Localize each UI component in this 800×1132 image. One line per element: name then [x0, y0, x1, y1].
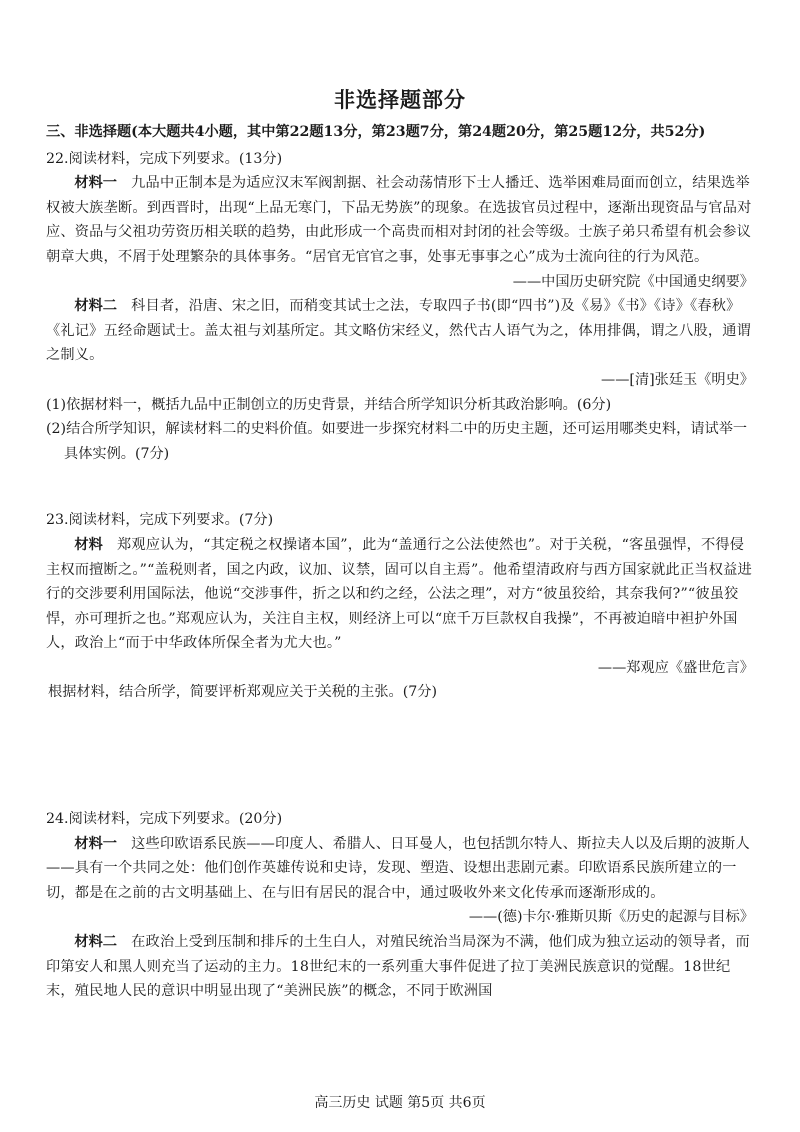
q24-material-2: [46, 930, 758, 1004]
q24-m2-text: 在政治上受到压制和排斥的土生白人，对殖民统治当局深为不满，他们成为独立运动的领导者，而印第安人和黑人则充当了运动的主力。18世纪末的一系列重大事件促进了拉丁美洲民族意识的觉醒。18世纪末，殖民地人民的意识中明显出现了“美洲民族”的概念，不同于欧洲国: [46, 934, 750, 1000]
page-footer: 高三历史 试题 第5页 共6页: [314, 1095, 486, 1111]
q22-m2-text: 科目者，沿唐、宋之旧，而稍变其试士之法，专取四子书(即“四书”)及《易》《书》《诗》《春秋》《礼记》五经命题试士。盖太祖与刘基所定。其文略仿宋经义，然代古人语气为之，体用排偶，谓之八股，通谓之制义。: [46, 298, 751, 364]
q22-m1-label: 材料一: [74, 175, 117, 192]
q22-material-1: [46, 171, 758, 269]
q23-task: 根据材料，结合所学，简要评析郑观应关于关税的主张。(7分): [48, 684, 437, 701]
q22-m2-source: ——[清]张廷玉《明史》: [601, 371, 754, 388]
q22-m1-text: 九品中正制本是为适应汉末军阀割据、社会动荡情形下士人播迁、选举困难局面而创立，结果选举权被大族垄断。到西晋时，出现“上品无寒门，下品无势族”的现象。在选拔官员过程中，逐渐出现资品与官品对应、资品与父祖功劳资历相关联的趋势，由此形成一个高贵而相对封闭的社会等级。士族子弟只希望有机会参议朝章大典，不屑于处理繁杂的具体事务。“居官无官官之事，处事无事事之心”成为士流向往的行为风范。: [46, 175, 752, 265]
section-header: 三、非选择题(本大题共4小题，其中第22题13分，第23题7分，第24题20分，第25题12分，共52分): [46, 124, 706, 140]
q24-m1-label: 材料一: [74, 835, 117, 852]
page-title: 非选择题部分: [334, 87, 466, 112]
q22-sub-question-2: (2)结合所学知识，解读材料二的史料价值。如要进一步探究材料二中的历史主题，还可运用哪类史料，请试举一具体实例。(7分): [46, 421, 748, 462]
q24-m2-label: 材料二: [74, 934, 117, 951]
q23-m-text: 郑观应认为，“其定税之权操诸本国”，此为“盖通行之公法使然也”。对于关税，“客虽强悍，不得侵主权而擅断之。”“盖税则者，国之内政，议加、议禁，固可以自主焉”。他希望清政府与西方国家就此正当权益进行的交涉要利用国际法，他说“交涉事件，折之以和约之经，公法之理”，对方“彼虽狡给，其奈我何?”“彼虽狡悍，亦可理折之也。”郑观应认为，关注自主权，则经济上可以“庶千万巨款权自我操”，不再被迫暗中袒护外国人，政治上“而于中华政体所保全者为尤大也。”: [46, 536, 752, 652]
q23-m-label: 材料: [74, 536, 103, 553]
q23-material: [46, 533, 758, 656]
q24-material-1: [46, 832, 758, 906]
q22-m2-label: 材料二: [74, 298, 117, 315]
q24-m1-text: 这些印欧语系民族——印度人、希腊人、日耳曼人，也包括凯尔特人、斯拉夫人以及后期的波斯人——具有一个共同之处：他们创作英雄传说和史诗，发现、塑造、设想出悲剧元素。印欧语系民族所建立的一切，都是在之前的古文明基础上、在与旧有居民的混合中，通过吸收外来文化传承而逐渐形成的。: [46, 835, 750, 901]
q24-m1-source: ——(德)卡尔·雅斯贝斯《历史的起源与目标》: [468, 909, 754, 926]
q22-sub-question-1: (1)依据材料一，概括九品中正制创立的历史背景，并结合所学知识分析其政治影响。(6分): [46, 396, 612, 413]
q22-material-2: [46, 294, 758, 368]
q23-m-source: ——郑观应《盛世危言》: [597, 659, 754, 676]
q24-heading: 24.阅读材料，完成下列要求。(20分): [46, 811, 283, 828]
q22-m1-source: ——中国历史研究院《中国通史纲要》: [512, 273, 754, 290]
answer-space: [46, 705, 758, 805]
q23-heading: 23.阅读材料，完成下列要求。(7分): [46, 512, 274, 529]
q22-heading: 22.阅读材料，完成下列要求。(13分): [46, 150, 283, 167]
content: [46, 120, 758, 1004]
answer-space: [46, 466, 758, 506]
